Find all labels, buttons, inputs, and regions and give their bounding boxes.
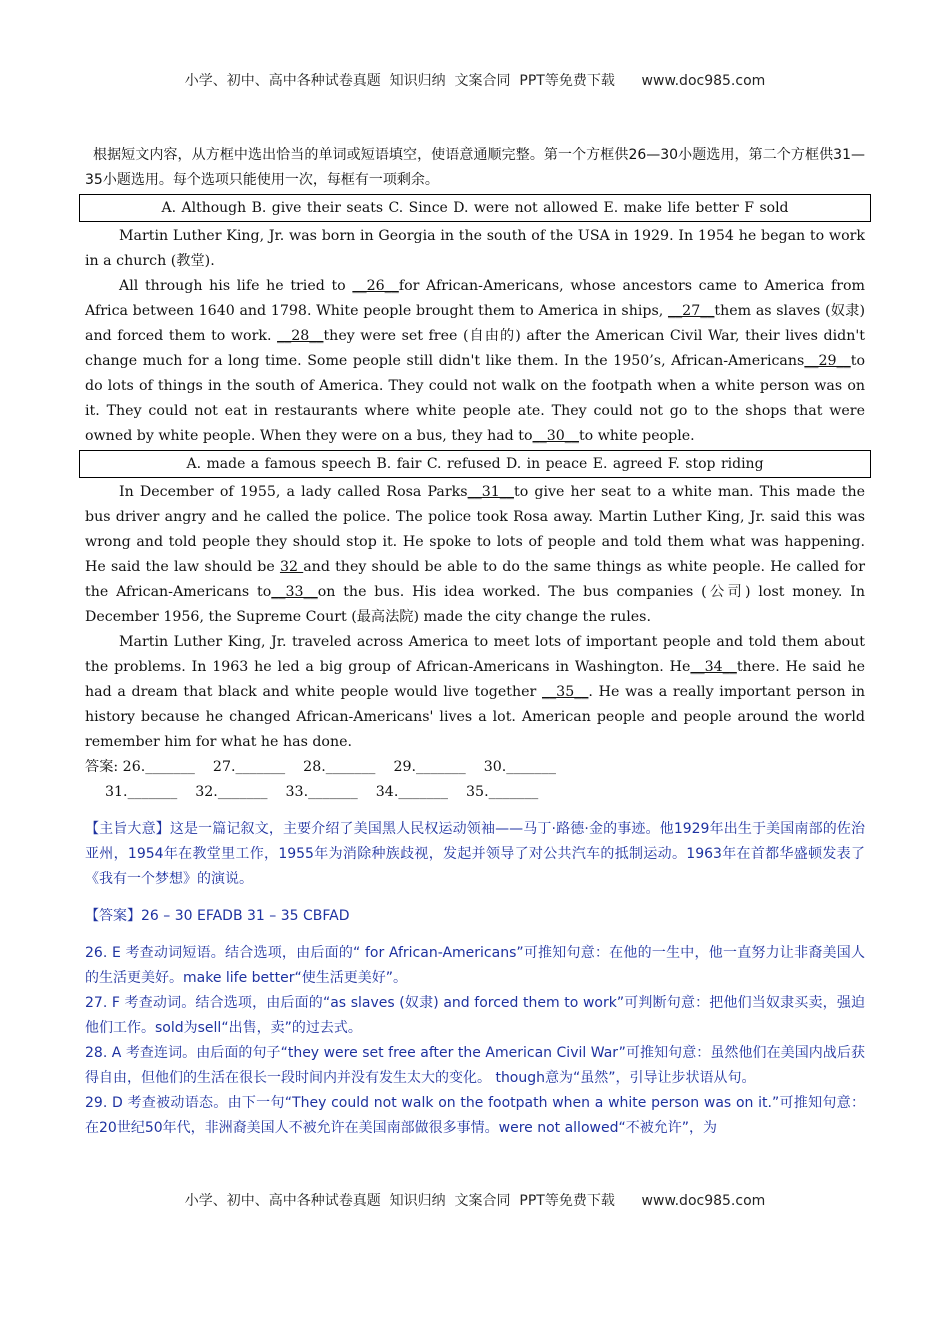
text-run: and they should be able to do the same things as white people. He called for the African-Americans to <box>85 559 865 600</box>
page-footer: 小学、初中、高中各种试卷真题 知识归纳 文案合同 PPT等免费下载 www.doc985.com <box>184 1193 766 1209</box>
paragraph-2 <box>85 274 865 449</box>
blank-31: __31__ <box>467 484 514 500</box>
blank-33: __33__ <box>271 584 318 600</box>
blank-32: 32 <box>279 559 304 575</box>
explanation-29: 29. D 考查被动语态。由下一句“They could not walk on the footpath when a white person was on it.”可推知句意：在20世纪50年代，非洲裔美国人不被允许在美国南部做很多事情。were not allowed“不被允许”，为 <box>85 1095 865 1136</box>
option-box-2: A. made a famous speech B. fair C. refused D. in peace E. agreed F. stop riding <box>79 450 871 478</box>
text-run: to white people. <box>578 428 695 444</box>
text-run: . He was a really important person in history because he changed African-Americans' lives a lot. American people and people around the world remember him for what he has done. <box>85 684 865 750</box>
text-run: All through his life he tried to <box>119 278 353 294</box>
explanation-27: 27. F 考查动词。结合选项，由后面的“as slaves (奴隶) and forced them to work”可判断句意：把他们当奴隶买卖，强迫他们工作。sold为sell“出售，卖”的过去式。 <box>85 995 865 1036</box>
option-box-1: A. Although B. give their seats C. Since D. were not allowed E. make life better F sold <box>79 194 871 222</box>
text-run: In December of 1955, a lady called Rosa Parks <box>119 484 468 500</box>
paragraph-3 <box>85 480 865 630</box>
answer-line-2: 31._______ 32._______ 33._______ 34._______ 35._______ <box>105 784 539 800</box>
blank-30: __30__ <box>532 428 579 444</box>
text-run: on the bus. His idea worked. The bus companies (公司) lost money. In December 1956, the Supreme Court (最高法院) made the city change the rules. <box>85 584 865 625</box>
text-run: Martin Luther King, Jr. traveled across America to meet lots of important people and told them about the problems. In 1963 he led a big group of African-Americans in Washington. He <box>85 634 865 675</box>
blank-35: __35__ <box>541 684 589 700</box>
main-idea: 【主旨大意】这是一篇记叙文，主要介绍了美国黑人民权运动领袖——马丁·路德·金的事迹。他1929年出生于美国南部的佐治亚州，1954年在教堂里工作，1955年为消除种族歧视，发起并领导了对公共汽车的抵制运动。1963年在首都华盛顿发表了《我有一个梦想》的演说。 <box>85 821 865 887</box>
explanation-26: 26. E 考查动词短语。结合选项，由后面的“ for African-Americans”可推知句意：在他的一生中，他一直努力让非裔美国人的生活更美好。make life better“使生活更美好”。 <box>85 945 865 986</box>
blank-29: __29__ <box>804 353 851 369</box>
page-header: 小学、初中、高中各种试卷真题 知识归纳 文案合同 PPT等免费下载 www.doc985.com <box>184 73 766 89</box>
blank-28: __28__ <box>277 328 324 344</box>
explanation-28: 28. A 考查连词。由后面的句子“they were set free after the American Civil War”可推知句意：虽然他们在美国内战后获得自由，但他们的生活在很长一段时间内并没有发生太大的变化。 though意为“虽然”，引导让步状语从句。 <box>85 1045 865 1086</box>
document-body <box>85 143 865 1141</box>
blank-27: __27__ <box>667 303 715 319</box>
text-run: for African-Americans, whose ancestors came to America from Africa between 1640 and 1798. White people brought them to America in ships, <box>85 278 865 319</box>
answer-line-1: 答案: 26._______ 27._______ 28._______ 29._______ 30._______ <box>85 759 556 775</box>
instruction: 根据短文内容，从方框中选出恰当的单词或短语填空，使语意通顺完整。第一个方框供26—30小题选用，第二个方框供31—35小题选用。每个选项只能使用一次，每框有一项剩余。 <box>85 147 865 188</box>
text-run: they were set free (自由的) after the American Civil War, their lives didn't change much for a long time. Some people still didn't like them. In the 1950’s, African-Americans <box>85 328 865 369</box>
answer-key: 【答案】26 – 30 EFADB 31 – 35 CBFAD <box>85 908 350 924</box>
text-run: to do lots of things in the south of America. They could not walk on the footpath when a white person was on it. They could not eat in restaurants where white people ate. They could not go to the shops that were owned by white people. When they were on a bus, they had to <box>85 353 865 444</box>
text-run: there. He said he had a dream that black and white people would live together <box>85 659 865 700</box>
paragraph-1: Martin Luther King, Jr. was born in Georgia in the south of the USA in 1929. In 1954 he began to work in a church (教堂). <box>85 228 865 269</box>
text-run: them as slaves (奴隶) and forced them to work. <box>85 303 866 344</box>
text-run: to give her seat to a white man. This made the bus driver angry and he called the police. The police took Rosa away. Martin Luther King, Jr. said this was wrong and told people they should stop it. He spoke to lots of people and told them what was happening. He said the law should be <box>85 484 865 575</box>
paragraph-4 <box>85 630 865 755</box>
blank-26: __26__ <box>352 278 399 294</box>
blank-34: __34__ <box>690 659 737 675</box>
